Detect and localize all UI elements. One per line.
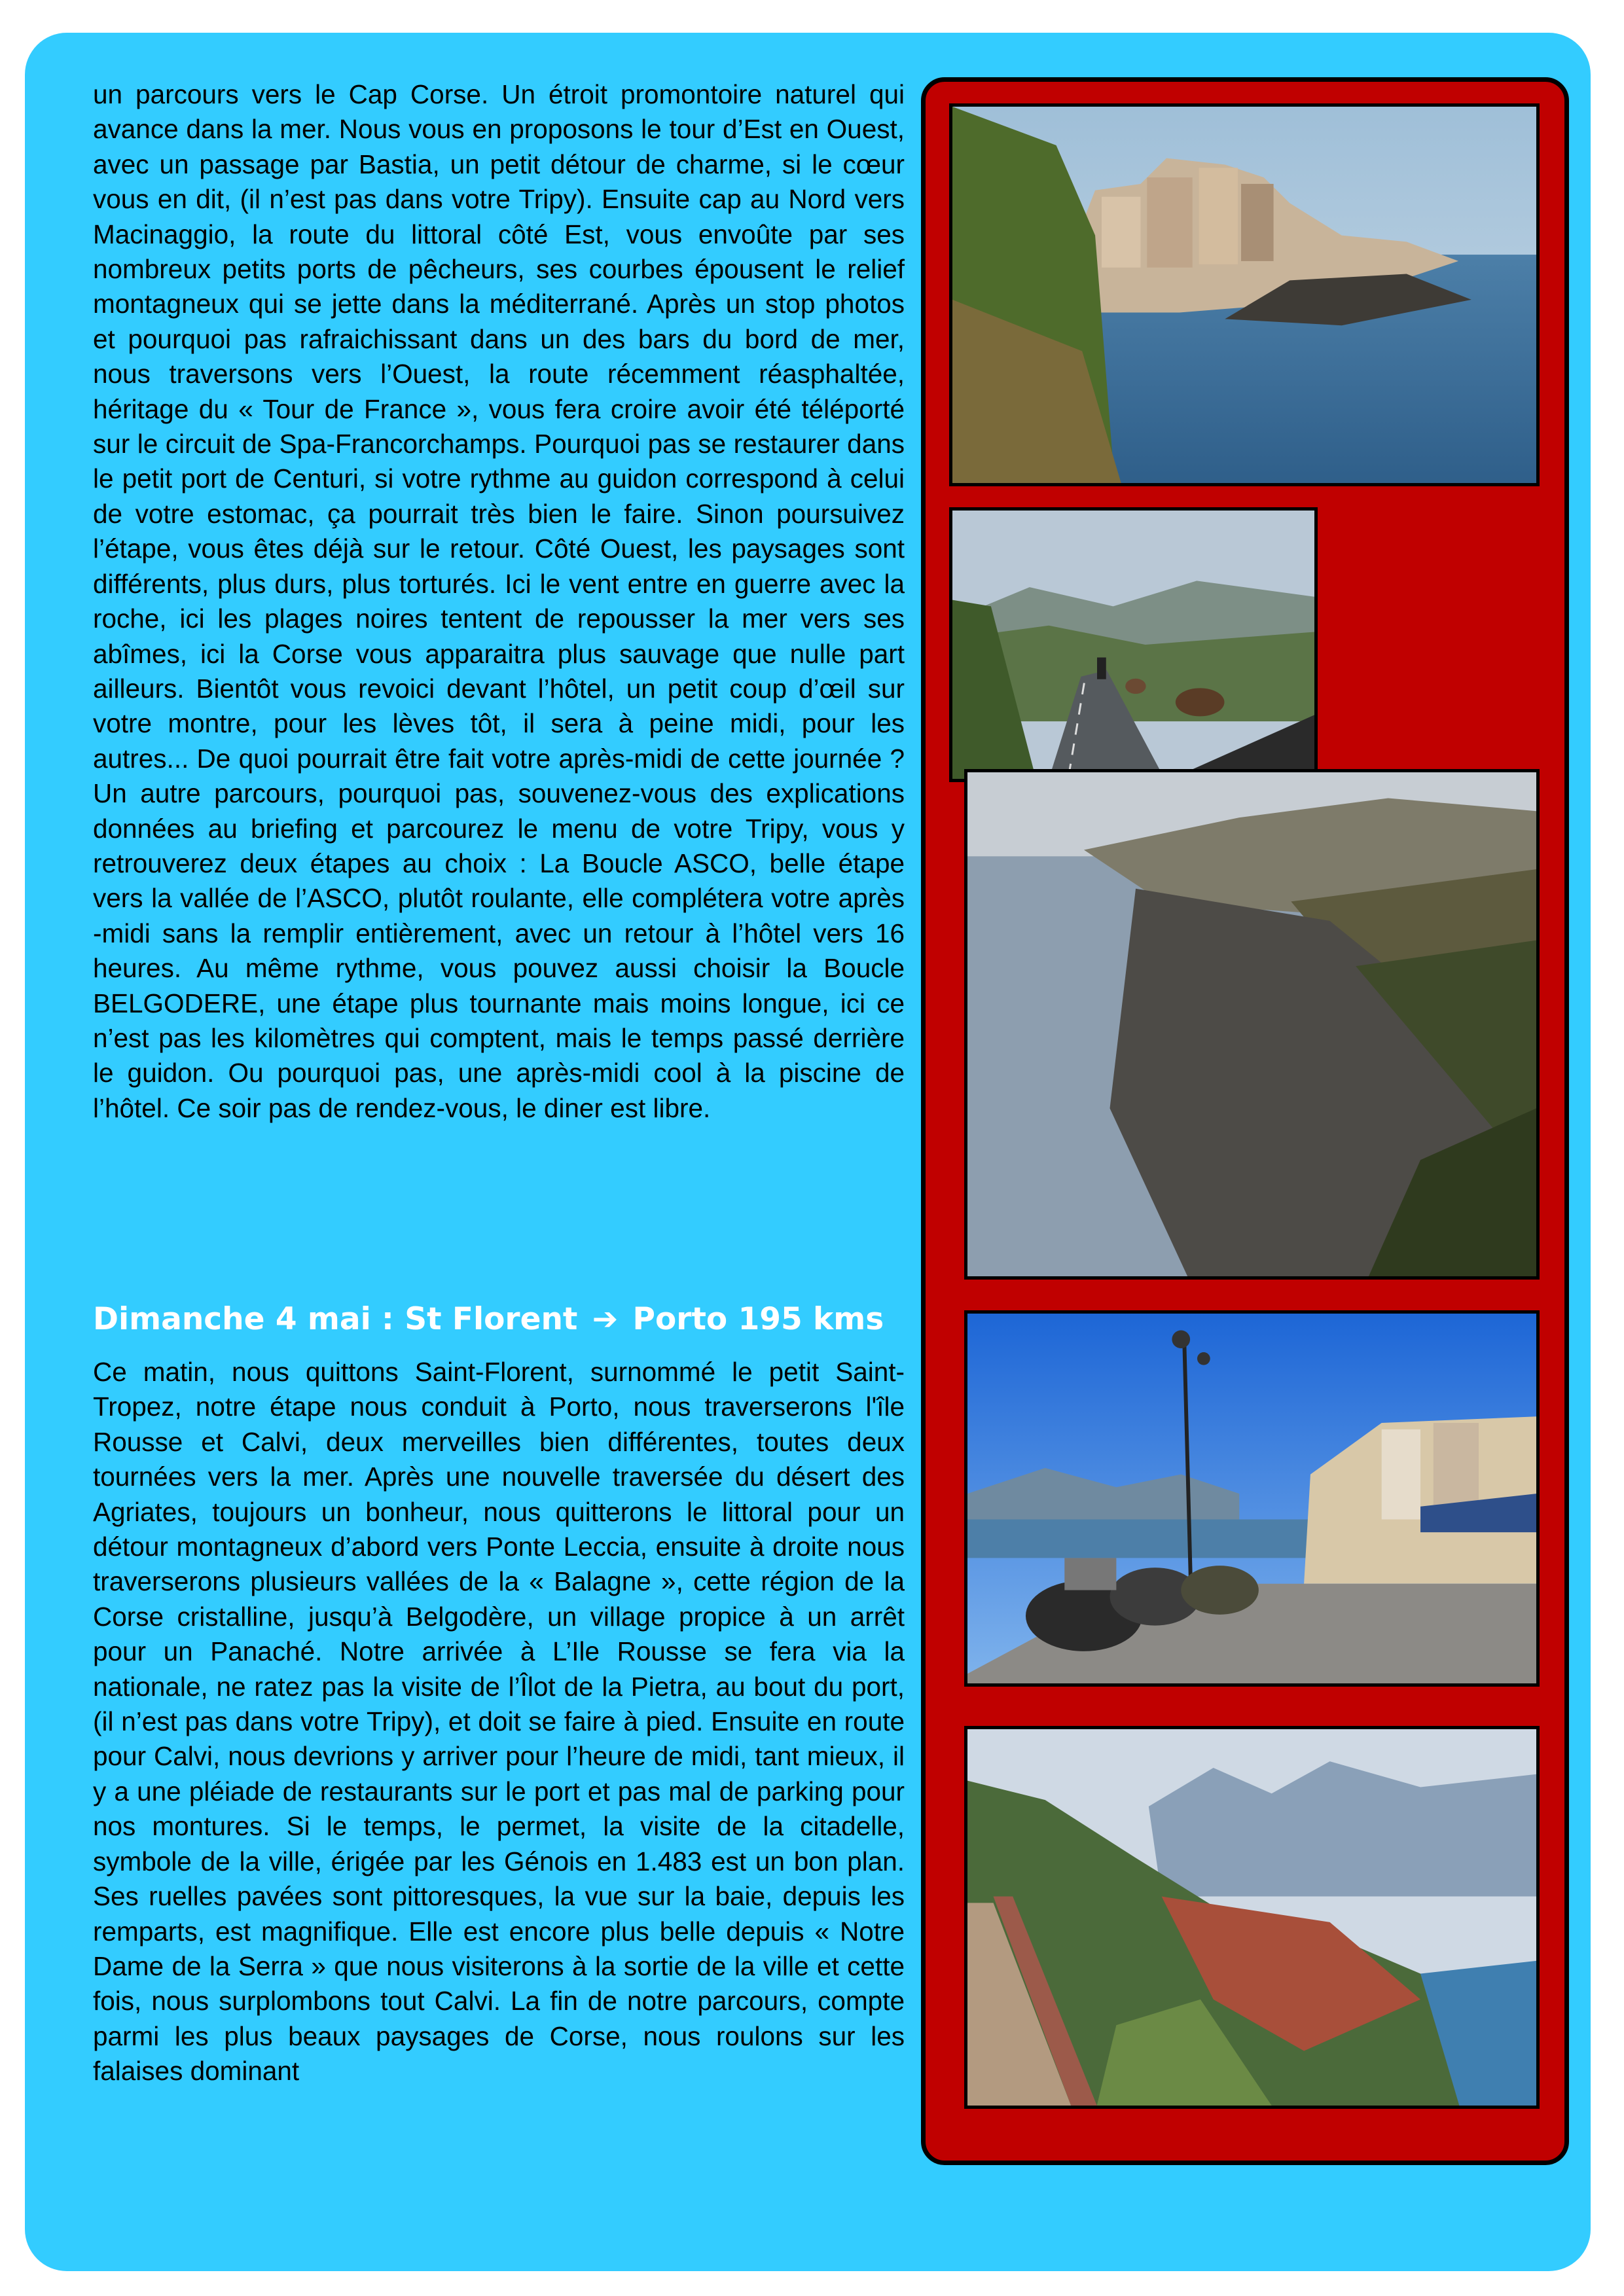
heading-right: Porto 195 kms: [632, 1301, 884, 1337]
paragraph-2: Ce matin, nous quittons Saint-Florent, surnommé le petit Saint-Tropez, notre étape nous conduit à Porto, nous traverserons l'île Rousse et Calvi, deux merveilles bien différentes, toutes deux tournées vers la mer. Après une nouvelle traversée du désert des Agriates, toujours un bonheur, nous quitterons le littoral pour un détour montagneux d’abord vers Ponte Leccia, ensuite à droite nous traverserons plusieurs vallées de la « Balagne », cette région de la Corse cristalline, jusqu’à Belgodère, un village propice à un arrêt pour un Panaché. Notre arrivée à L’Ile Rousse se fera via la nationale, ne ratez pas la visite de l’Îlot de la Pietra, au bout du port, (il n’est pas dans votre Tripy), et doit se faire à pied. Ensuite en route pour Calvi, nous devrions y arriver pour l’heure de midi, tant mieux, il y a une pléiade de restaurants sur le port et pas mal de parking pour nos montures. Si le temps, le permet, la visite de la citadelle, symbole de la ville, érigée par les Génois en 1.483 est un bon plan. Ses ruelles pavées sont pittoresques, la vue sur la baie, depuis les remparts, est magnifique. Elle est encore plus belle depuis « Notre Dame de la Serra » que nous visiterons à la sortie de la ville et cette fois, nous surplombons tout Calvi. La fin de notre parcours, compte parmi les plus beaux paysages de Corse, nous roulons sur les falaises dominant: [93, 1357, 905, 2087]
article-text-top: [93, 77, 905, 1126]
arrow-right-icon: ➔: [592, 1301, 619, 1337]
black-beach-bay-photo: [964, 769, 1540, 1280]
article-text-bottom: [93, 1355, 905, 2089]
coastal-village-photo: [949, 103, 1540, 486]
section-heading: [93, 1301, 918, 1337]
mountain-road-cows-photo: [949, 507, 1318, 782]
harbour-motorbikes-photo: [964, 1310, 1540, 1687]
heading-left: Dimanche 4 mai : St Florent: [93, 1301, 578, 1337]
cliff-road-sea-photo: [964, 1726, 1540, 2109]
paragraph-1: un parcours vers le Cap Corse. Un étroit promontoire naturel qui avance dans la mer. Nous vous en proposons le tour d’Est en Ouest, avec un passage par Bastia, un petit détour de charme, si le cœur vous en dit, (il n’est pas dans votre Tripy). Ensuite cap au Nord vers Macinaggio, la route du littoral côté Est, vous envoûte par ses nombreux petits ports de pêcheurs, ses courbes épousent le relief montagneux qui se jette dans la méditerrané. Après un stop photos et pourquoi pas rafraichissant dans un des bars du bord de mer, nous traversons vers l’Ouest, la route récemment réasphaltée, héritage du « Tour de France », vous fera croire avoir été téléporté sur le circuit de Spa-Francorchamps. Pourquoi pas se restaurer dans le petit port de Centuri, si votre rythme au guidon correspond à celui de votre estomac, ça pourrait très bien le faire. Sinon poursuivez l’étape, vous êtes déjà sur le retour. Côté Ouest, les paysages sont différents, plus durs, plus torturés. Ici le vent entre en guerre avec la roche, ici les plages noires tentent de repousser la mer vers ses abîmes, ici la Corse vous apparaitra plus sauvage que nulle part ailleurs. Bientôt vous revoici devant l’hôtel, un petit coup d’œil sur votre montre, pour les lèves tôt, il sera à peine midi, pour les autres... De quoi pourrait être fait votre après-midi de cette journée ? Un autre parcours, pourquoi pas, souvenez-vous des explications données au briefing et parcourez le menu de votre Tripy, vous y retrouverez deux étapes au choix : La Boucle ASCO, belle étape vers la vallée de l’ASCO, plutôt roulante, elle complétera votre après -midi sans la remplir entièrement, avec un retour à l’hôtel vers 16 heures. Au même rythme, vous pouvez aussi choisir la Boucle BELGODERE, une étape plus tournante mais moins longue, ici ce n’est pas les kilomètres qui comptent, mais le temps passé derrière le guidon. Ou pourquoi pas, une après-midi cool à la piscine de l’hôtel. Ce soir pas de rendez-vous, le diner est libre.: [93, 79, 905, 1123]
